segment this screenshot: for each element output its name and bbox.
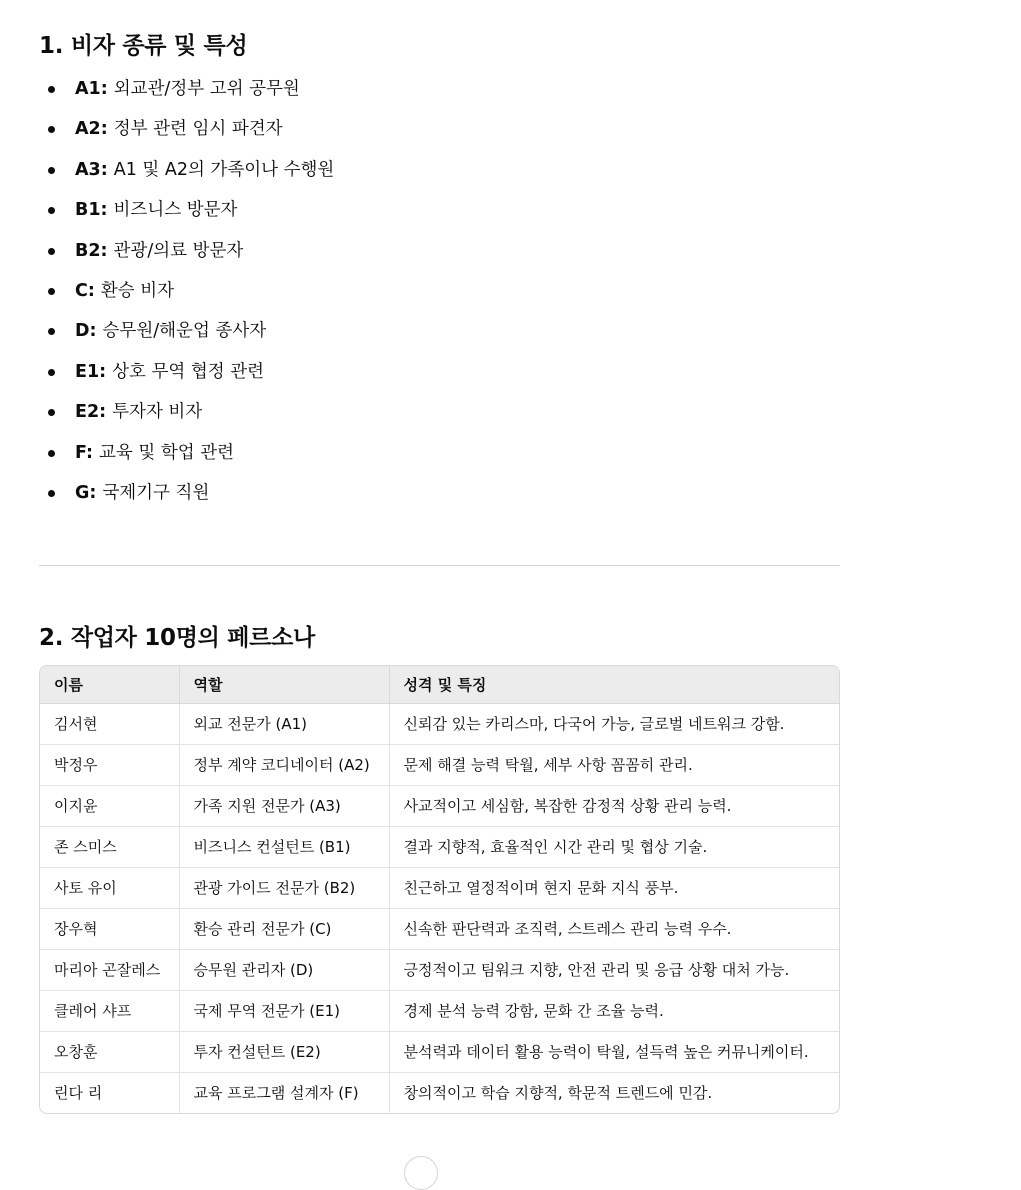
cell-name: 오창훈 xyxy=(40,1032,179,1073)
list-item xyxy=(39,475,334,515)
visa-type-list xyxy=(39,71,334,515)
table-header-row xyxy=(40,666,839,704)
visa-code: E1: xyxy=(75,361,107,382)
visa-code: C: xyxy=(75,280,95,301)
visa-description: 관광/의료 방문자 xyxy=(113,240,244,261)
list-item xyxy=(39,435,334,475)
visa-description: 투자자 비자 xyxy=(112,402,203,423)
visa-code: B2: xyxy=(75,240,108,261)
cell-traits: 창의적이고 학습 지향적, 학문적 트렌드에 민감. xyxy=(403,1084,713,1102)
bullet-icon xyxy=(48,167,55,174)
visa-description: 외교관/정부 고위 공무원 xyxy=(113,79,300,99)
list-item xyxy=(39,273,334,313)
cell-name: 장우혁 xyxy=(40,909,179,950)
cell-name: 사토 유이 xyxy=(40,868,179,909)
bullet-icon xyxy=(48,288,55,295)
cell-role: 국제 무역 전문가 (E1) xyxy=(179,991,389,1032)
list-item xyxy=(39,71,334,111)
bullet-icon xyxy=(48,328,55,335)
visa-code: A2: xyxy=(75,119,108,140)
table-row xyxy=(40,745,839,786)
visa-code: E2: xyxy=(75,402,107,423)
visa-description: 국제기구 직원 xyxy=(102,482,210,503)
cell-name: 린다 리 xyxy=(40,1073,179,1114)
visa-description: 환승 비자 xyxy=(100,280,175,301)
cell-role: 가족 지원 전문가 (A3) xyxy=(179,786,389,827)
cell-role: 투자 컨설턴트 (E2) xyxy=(179,1032,389,1073)
list-item xyxy=(39,313,334,353)
visa-code: B1: xyxy=(75,200,108,221)
cell-traits: 신뢰감 있는 카리스마, 다국어 가능, 글로벌 네트워크 강함. xyxy=(389,704,839,745)
cell-traits: 경제 분석 능력 강함, 문화 간 조율 능력. xyxy=(389,991,839,1032)
column-header-name: 이름 xyxy=(40,666,179,704)
cell-traits: 신속한 판단력과 조직력, 스트레스 관리 능력 우수. xyxy=(389,909,839,950)
bullet-icon xyxy=(48,248,55,255)
cell-traits: 친근하고 열정적이며 현지 문화 지식 풍부. xyxy=(389,868,839,909)
table-row xyxy=(40,1073,839,1114)
cell-role: 정부 계약 코디네이터 (A2) xyxy=(179,745,389,786)
bullet-icon xyxy=(48,86,55,93)
table-row xyxy=(40,1032,839,1073)
cell-name: 클레어 샤프 xyxy=(40,991,179,1032)
section-divider xyxy=(39,565,840,566)
visa-description: A1 및 A2의 가족이나 수행원 xyxy=(113,159,335,180)
table-row xyxy=(40,704,839,745)
cell-traits: 분석력과 데이터 활용 능력이 탁월, 설득력 높은 커뮤니케이터. xyxy=(389,1032,839,1073)
bullet-icon xyxy=(48,490,55,497)
table-row xyxy=(40,950,839,991)
visa-code: A3: xyxy=(75,159,108,180)
cell-traits: 사교적이고 세심함, 복잡한 감정적 상황 관리 능력. xyxy=(389,786,839,827)
cell-role: 관광 가이드 전문가 (B2) xyxy=(179,868,389,909)
visa-description: 교육 및 학업 관련 xyxy=(99,442,235,463)
visa-code: A1: xyxy=(75,79,108,99)
cell-traits: 문제 해결 능력 탁월, 세부 사항 꼼꼼히 관리. xyxy=(389,745,839,786)
list-item xyxy=(39,394,334,434)
scroll-down-button[interactable] xyxy=(404,1156,438,1190)
cell-traits: 긍정적이고 팀워크 지향, 안전 관리 및 응급 상황 대처 가능. xyxy=(389,950,839,991)
visa-description: 승무원/해운업 종사자 xyxy=(102,321,267,342)
list-item xyxy=(39,192,334,232)
bullet-icon xyxy=(48,207,55,214)
cell-name: 김서현 xyxy=(40,704,179,745)
bullet-icon xyxy=(48,126,55,133)
list-item xyxy=(39,354,334,394)
section-title-personas: 2. 작업자 10명의 페르소나 xyxy=(39,625,315,651)
cell-role: 교육 프로그램 설계자 (F) xyxy=(179,1073,389,1114)
visa-code: D: xyxy=(75,321,97,342)
cell-role: 외교 전문가 (A1) xyxy=(179,704,389,745)
list-item xyxy=(39,233,334,273)
bullet-icon xyxy=(48,369,55,376)
table-row xyxy=(40,909,839,950)
table-row xyxy=(40,827,839,868)
bullet-icon xyxy=(48,450,55,457)
table-row xyxy=(40,991,839,1032)
visa-description: 비즈니스 방문자 xyxy=(113,200,238,221)
table-row xyxy=(40,786,839,827)
cell-role: 비즈니스 컨설턴트 (B1) xyxy=(179,827,389,868)
bullet-icon xyxy=(48,409,55,416)
cell-name: 마리아 곤잘레스 xyxy=(40,950,179,991)
list-item xyxy=(39,111,334,151)
cell-name: 이지윤 xyxy=(40,786,179,827)
column-header-traits: 성격 및 특징 xyxy=(389,666,839,704)
persona-table xyxy=(39,665,840,1114)
visa-description: 정부 관련 임시 파견자 xyxy=(113,119,283,140)
cell-role: 승무원 관리자 (D) xyxy=(179,950,389,991)
cell-name: 박정우 xyxy=(40,745,179,786)
list-item xyxy=(39,152,334,192)
section-title-visa-types: 1. 비자 종류 및 특성 xyxy=(39,33,248,59)
cell-name: 존 스미스 xyxy=(40,827,179,868)
cell-traits: 결과 지향적, 효율적인 시간 관리 및 협상 기술. xyxy=(389,827,839,868)
visa-code: G: xyxy=(75,482,97,503)
cell-role: 환승 관리 전문가 (C) xyxy=(179,909,389,950)
visa-code: F: xyxy=(75,442,93,463)
column-header-role: 역할 xyxy=(179,666,389,704)
table-row xyxy=(40,868,839,909)
visa-description: 상호 무역 협정 관련 xyxy=(112,361,265,382)
